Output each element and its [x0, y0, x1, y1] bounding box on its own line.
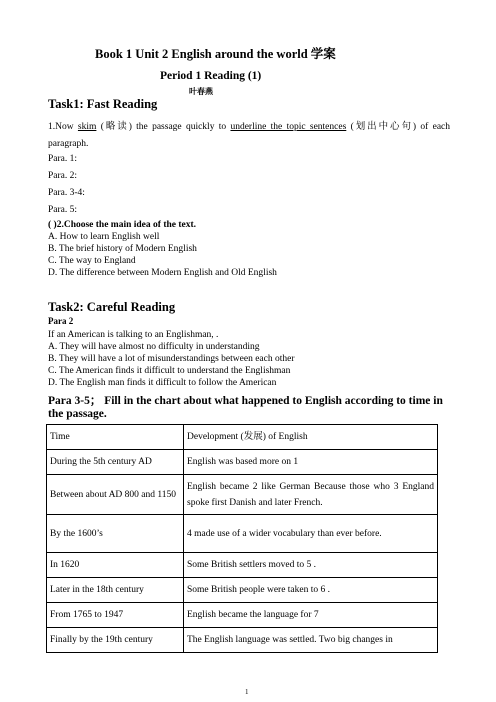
table-row	[47, 628, 438, 653]
row-development: The English language was settled. Two big changes in	[184, 628, 438, 653]
para-label-1: Para. 1:	[48, 154, 78, 164]
para-label-5: Para. 5:	[48, 205, 78, 215]
table-row	[47, 578, 438, 603]
table-row	[47, 515, 438, 553]
row-time: From 1765 to 1947	[47, 603, 184, 628]
header-time: Time	[47, 425, 184, 450]
row-development: Some British settlers moved to 5 .	[184, 553, 438, 578]
para2-label: Para 2	[48, 316, 74, 326]
task1-heading: Task1: Fast Reading	[48, 97, 158, 111]
period-heading: Period 1 Reading (1)	[160, 70, 262, 82]
table-row	[47, 553, 438, 578]
q1-prefix: 1.Now	[48, 122, 78, 132]
row-development: English became 2 like German Because those who 3 England spoke first Danish and later French.	[184, 475, 438, 515]
table-row	[47, 603, 438, 628]
row-time: During the 5th century AD	[47, 450, 184, 475]
chart-instruction-line-1: Para 3-5； Fill in the chart about what happened to English according to time in	[48, 395, 443, 407]
q1-skim: skim	[77, 122, 97, 132]
author-name: 叶春燕	[189, 87, 213, 96]
table-row	[47, 450, 438, 475]
row-development: English became the language for 7	[184, 603, 438, 628]
table-row	[47, 475, 438, 515]
chart-instruction-line-2: the passage.	[48, 408, 107, 420]
row-development: 4 made use of a wider vocabulary than ever before.	[184, 515, 438, 553]
history-table	[46, 424, 438, 653]
option-a: A. How to learn English well	[48, 232, 160, 242]
task2-question: If an American is talking to an Englishman, .	[48, 330, 219, 340]
task2-option-c: C. The American finds it difficult to understand the Englishman	[48, 366, 291, 376]
header-development: Development (发展) of English	[184, 425, 438, 450]
row-time: By the 1600’s	[47, 515, 184, 553]
q1-suffix: (划出中心句) of each paragraph.	[48, 122, 450, 149]
task2-option-b: B. They will have a lot of misunderstandings between each other	[48, 354, 295, 364]
table-header-row	[47, 425, 438, 450]
para-label-2: Para. 2:	[48, 171, 78, 181]
para-label-3-4: Para. 3-4:	[48, 188, 85, 198]
row-development: Some British people were taken to 6 .	[184, 578, 438, 603]
q1-mid: (略读) the passage quickly to	[96, 122, 231, 132]
task2-option-d: D. The English man finds it difficult to follow the American	[48, 378, 277, 388]
task2-heading: Task2: Careful Reading	[48, 300, 176, 314]
page-number: 1	[245, 688, 249, 696]
task2-option-a: A. They will have almost no difficulty in understanding	[48, 342, 260, 352]
row-time: In 1620	[47, 553, 184, 578]
option-b: B. The brief history of Modern English	[48, 244, 197, 254]
option-c: C. The way to England	[48, 256, 136, 266]
row-time: Later in the 18th century	[47, 578, 184, 603]
document-title: Book 1 Unit 2 English around the world 学案	[95, 47, 336, 61]
row-time: Finally by the 19th century	[47, 628, 184, 653]
row-time: Between about AD 800 and 1150	[47, 475, 184, 515]
option-d: D. The difference between Modern English and Old English	[48, 268, 277, 278]
row-development: English was based more on 1	[184, 450, 438, 475]
task1-question-2: ( )2.Choose the main idea of the text.	[48, 220, 197, 230]
task1-question-1	[48, 119, 450, 153]
q1-underline: underline the topic sentences	[230, 122, 347, 132]
